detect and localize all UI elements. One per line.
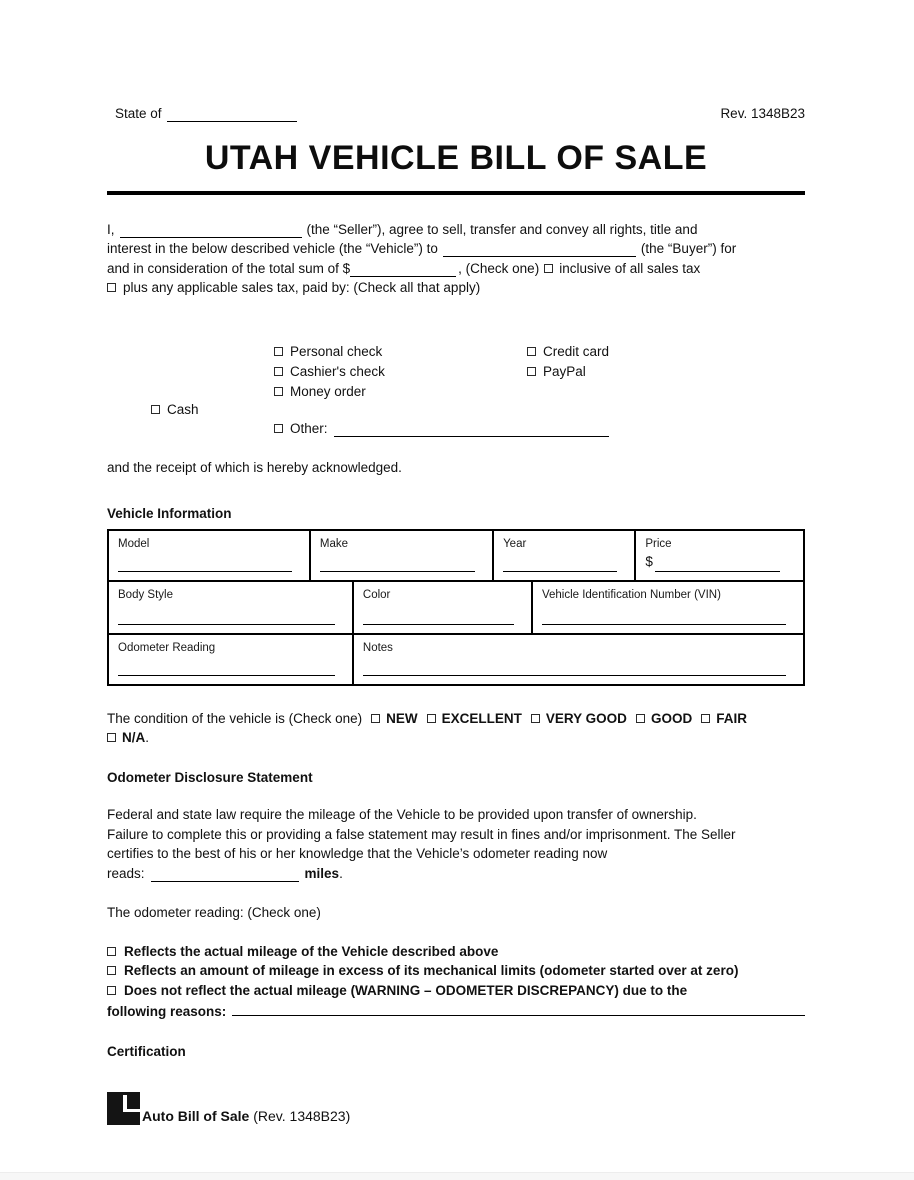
discrepancy-label: Does not reflect the actual mileage (WARNING – ODOMETER DISCREPANCY) due to the <box>124 982 688 998</box>
make-blank[interactable] <box>320 571 475 572</box>
notes-label: Notes <box>362 641 393 654</box>
price-label: Price <box>645 537 672 550</box>
state-blank[interactable] <box>167 106 297 122</box>
very-good-checkbox[interactable] <box>531 714 540 723</box>
new-checkbox[interactable] <box>371 714 380 723</box>
actual-mileage-checkbox[interactable] <box>107 947 116 956</box>
footer-revision: (Rev. 1348B23) <box>253 1108 351 1124</box>
condition-option-very-good <box>531 711 627 726</box>
table-row <box>109 580 803 633</box>
reasons-blank[interactable] <box>232 1000 805 1016</box>
payment-option-other <box>274 419 609 439</box>
price-cell <box>634 531 803 580</box>
miles-period: . <box>339 865 343 881</box>
receipt-acknowledgement: and the receipt of which is hereby acknowledged. <box>107 459 402 475</box>
plus-sales-tax-checkbox[interactable] <box>107 283 116 292</box>
condition-lead: The condition of the vehicle is (Check one) <box>107 710 363 726</box>
odometer-option-actual <box>107 942 805 962</box>
cash-checkbox[interactable] <box>151 405 160 414</box>
vehicle-information-table <box>107 529 805 686</box>
intro-text: and in consideration of the total sum of $ <box>107 260 351 276</box>
intro-line-3 <box>107 259 805 279</box>
personal-check-checkbox[interactable] <box>274 347 283 356</box>
document-header <box>107 104 805 124</box>
intro-line-2 <box>107 239 805 259</box>
payment-option-credit-card <box>527 342 609 362</box>
vehicle-information-heading: Vehicle Information <box>107 506 232 521</box>
buyer-name-blank[interactable] <box>443 241 636 257</box>
odometer-para-line-4 <box>107 864 805 884</box>
condition-option-na <box>107 730 145 745</box>
vin-blank[interactable] <box>542 624 786 625</box>
following-reasons-label: following reasons: <box>107 1004 227 1019</box>
condition-section <box>107 709 805 748</box>
color-blank[interactable] <box>363 624 514 625</box>
condition-period: . <box>145 730 150 745</box>
document-footer <box>107 1092 805 1125</box>
money-order-label: Money order <box>290 383 366 399</box>
na-label: N/A <box>122 730 146 745</box>
payment-option-cash <box>151 400 199 420</box>
year-blank[interactable] <box>503 571 617 572</box>
odometer-reading-blank[interactable] <box>118 675 335 676</box>
color-label: Color <box>362 588 391 601</box>
make-label: Make <box>319 537 348 550</box>
payment-option-personal-check <box>274 342 382 362</box>
odometer-reading-cell <box>109 635 352 684</box>
very-good-label: VERY GOOD <box>545 710 627 726</box>
year-cell <box>492 531 634 580</box>
body-style-blank[interactable] <box>118 624 335 625</box>
actual-mileage-label: Reflects the actual mileage of the Vehicle described above <box>124 943 499 959</box>
odometer-reading-label: Odometer Reading <box>118 641 216 654</box>
condition-option-new <box>371 711 418 726</box>
odometer-option-excess <box>107 961 805 981</box>
good-checkbox[interactable] <box>636 714 645 723</box>
na-checkbox[interactable] <box>107 733 116 742</box>
fair-checkbox[interactable] <box>701 714 710 723</box>
footer-brand: Auto Bill of Sale <box>142 1108 250 1124</box>
state-of-label: State of <box>115 106 162 121</box>
discrepancy-checkbox[interactable] <box>107 986 116 995</box>
condition-option-good <box>636 711 692 726</box>
intro-text: I, <box>107 221 115 237</box>
intro-text: (the “Buyer”) for <box>640 241 737 256</box>
intro-text: interest in the below described vehicle (the “Vehicle”) to <box>107 241 438 256</box>
notes-cell <box>352 635 803 684</box>
certification-heading: Certification <box>107 1043 186 1059</box>
other-payment-blank[interactable] <box>334 421 609 437</box>
state-of-line <box>115 104 297 124</box>
odometer-paragraph <box>107 805 805 883</box>
paypal-checkbox[interactable] <box>527 367 536 376</box>
notes-blank[interactable] <box>363 675 786 676</box>
year-label: Year <box>503 537 527 550</box>
other-checkbox[interactable] <box>274 424 283 433</box>
cashiers-check-label: Cashier's check <box>290 363 385 379</box>
model-label: Model <box>118 537 150 550</box>
odometer-options <box>107 942 805 1022</box>
vin-cell <box>531 582 803 633</box>
fair-label: FAIR <box>716 710 747 726</box>
price-blank[interactable] <box>655 571 780 572</box>
body-style-cell <box>109 582 352 633</box>
new-label: NEW <box>386 710 418 726</box>
model-cell <box>109 531 309 580</box>
page-title: UTAH VEHICLE BILL OF SALE <box>204 138 708 177</box>
payment-option-paypal <box>527 362 586 382</box>
credit-card-label: Credit card <box>543 343 610 359</box>
odometer-para-line-3: certifies to the best of his or her knowledge that the Vehicle’s odometer reading now <box>107 846 608 861</box>
odometer-option-discrepancy <box>107 981 805 1001</box>
intro-paragraph <box>107 220 805 298</box>
table-row <box>109 531 803 580</box>
excellent-checkbox[interactable] <box>427 714 436 723</box>
footer-text <box>142 1108 350 1125</box>
cash-label: Cash <box>167 401 199 417</box>
condition-line-1 <box>107 709 805 729</box>
seller-name-blank[interactable] <box>120 222 302 238</box>
page-bottom-edge <box>0 1172 914 1180</box>
plus-sales-tax-label: plus any applicable sales tax, paid by: (Check all that apply) <box>123 280 481 295</box>
odometer-disclosure-heading: Odometer Disclosure Statement <box>107 769 313 785</box>
intro-text: , (Check one) <box>458 260 540 276</box>
make-cell <box>309 531 492 580</box>
payment-methods <box>107 342 805 439</box>
money-order-checkbox[interactable] <box>274 387 283 396</box>
condition-line-2 <box>107 728 805 748</box>
condition-option-fair <box>701 711 747 726</box>
other-label: Other: <box>290 420 328 436</box>
odometer-reading-prompt: The odometer reading: (Check one) <box>107 905 321 920</box>
sale-amount-blank[interactable] <box>350 261 456 277</box>
discrepancy-reasons-line <box>107 1000 805 1022</box>
payment-option-cashiers-check <box>274 362 385 382</box>
revision-label: Rev. 1348B23 <box>720 106 805 121</box>
credit-card-checkbox[interactable] <box>527 347 536 356</box>
miles-label: miles <box>304 865 340 881</box>
price-dollar-sign: $ <box>645 554 653 569</box>
title-rule <box>107 191 805 195</box>
intro-text: (the “Seller”), agree to sell, transfer and convey all rights, title and <box>306 221 698 237</box>
inclusive-sales-tax-checkbox[interactable] <box>544 264 553 273</box>
personal-check-label: Personal check <box>290 343 383 359</box>
excellent-label: EXCELLENT <box>441 710 522 726</box>
body-style-label: Body Style <box>118 588 173 601</box>
reads-label: reads: <box>107 865 145 881</box>
intro-line-1 <box>107 220 805 240</box>
paypal-label: PayPal <box>543 363 586 379</box>
cashiers-check-checkbox[interactable] <box>274 367 283 376</box>
odometer-para-line-2: Failure to complete this or providing a false statement may result in fines and/or imprisonment. The Seller <box>107 826 736 842</box>
odometer-para-line-1: Federal and state law require the mileage of the Vehicle to be provided upon transfer of ownership. <box>107 807 697 822</box>
legal-templates-logo-icon <box>107 1092 140 1125</box>
payment-option-money-order <box>274 382 366 402</box>
condition-option-excellent <box>427 711 522 726</box>
odometer-miles-blank[interactable] <box>151 866 299 882</box>
excess-mileage-label: Reflects an amount of mileage in excess of its mechanical limits (odometer started over at zero) <box>124 963 739 978</box>
inclusive-sales-tax-label: inclusive of all sales tax <box>559 260 701 276</box>
intro-line-4 <box>107 278 805 298</box>
good-label: GOOD <box>650 710 693 726</box>
excess-mileage-checkbox[interactable] <box>107 966 116 975</box>
color-cell <box>352 582 531 633</box>
table-row <box>109 633 803 684</box>
model-blank[interactable] <box>118 571 292 572</box>
vin-label: Vehicle Identification Number (VIN) <box>541 588 721 601</box>
